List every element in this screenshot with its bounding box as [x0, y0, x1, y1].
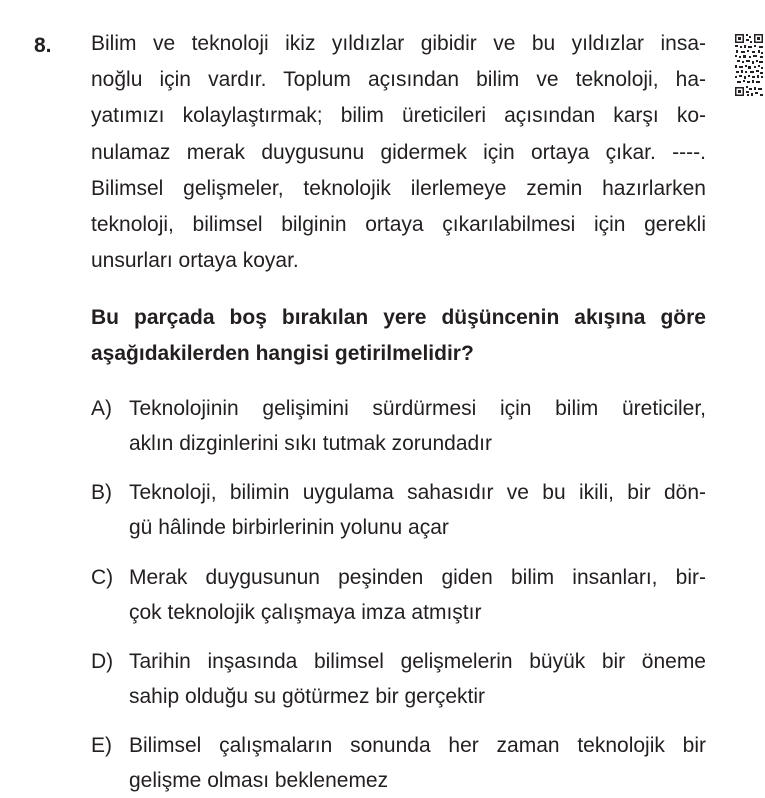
stem-line: Bu parçada boş bırakılan yere düşüncenin akışına göre	[91, 306, 706, 329]
option-line: aklın dizginlerini sıkı tutmak zorundadır	[129, 432, 492, 455]
option-line: gü hâlinde birbirlerinin yolunu açar	[129, 516, 449, 539]
option-text	[129, 644, 706, 714]
passage-line: nulamaz merak duygusunu gidermek için ortaya çıkar. ----.	[91, 140, 706, 164]
option-text	[129, 475, 706, 545]
passage-line: Bilimsel gelişmeler, teknolojik ilerlemeye zemin hazırlarken	[91, 176, 706, 200]
option-line: Teknoloji, bilimin uygulama sahasıdır ve bu ikili, bir dön-	[129, 481, 706, 504]
passage-line: noğlu için vardır. Toplum açısından bilim ve teknoloji, ha-	[91, 68, 706, 92]
option-line: Merak duygusunun peşinden giden bilim insanları, bir-	[129, 566, 706, 589]
option-line: Bilimsel çalışmaların sonunda her zaman teknolojik bir	[129, 734, 706, 757]
stem-line: aşağıdakilerden hangisi getirilmelidir?	[91, 342, 474, 365]
option-text	[129, 391, 706, 461]
passage	[91, 26, 706, 279]
option-letter: E)	[91, 734, 112, 757]
option-line: sahip olduğu su götürmez bir gerçektir	[129, 685, 486, 708]
passage-line: yatımızı kolaylaştırmak; bilim üreticileri açısından karşı ko-	[91, 104, 706, 128]
passage-line: Bilim ve teknoloji ikiz yıldızlar gibidir ve bu yıldızlar insa-	[91, 32, 706, 55]
option-line: Teknolojinin gelişimini sürdürmesi için bilim üreticiler,	[129, 397, 706, 420]
question-number: 8.	[34, 34, 52, 57]
passage-line: unsurları ortaya koyar.	[91, 249, 299, 273]
option-line: gelişme olması beklenemez	[129, 769, 389, 792]
option-letter: A)	[91, 397, 112, 420]
passage-line: teknoloji, bilimsel bilginin ortaya çıkarılabilmesi için gerekli	[91, 213, 706, 237]
option-text	[129, 728, 706, 798]
option-letter: C)	[91, 566, 114, 589]
question-stem	[91, 300, 706, 372]
option-line: çok teknolojik çalışmaya imza atmıştır	[129, 601, 482, 624]
option-line: Tarihin inşasında bilimsel gelişmelerin büyük bir öneme	[129, 650, 706, 673]
option-letter: D)	[91, 650, 114, 673]
qr-code-icon[interactable]	[734, 33, 764, 97]
option-text	[129, 560, 706, 630]
option-letter: B)	[91, 481, 112, 504]
